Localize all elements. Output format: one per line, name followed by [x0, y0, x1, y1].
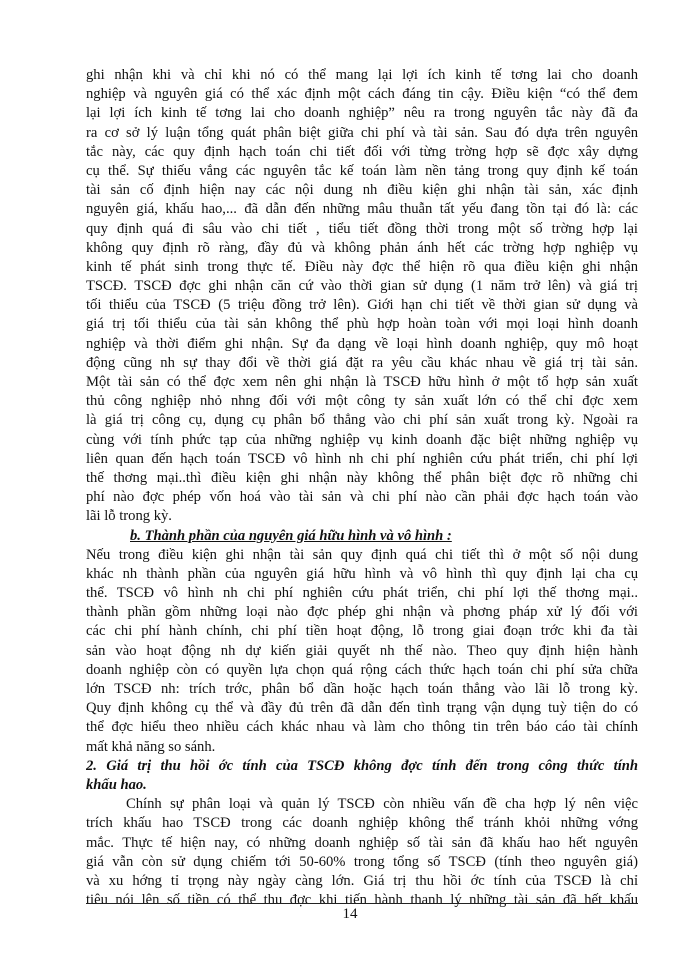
paragraph-depreciation-recognition	[86, 66, 638, 527]
text-line: nguyên giá, khấu hao,... đã dẫn đến những mâu thuẫn tất yếu đang tồn tại đó là: các	[86, 201, 638, 218]
text-line: giá trị tối thiểu của tài sản không thể phù hợp hoàn toàn với mọi loại hình doanh	[86, 316, 638, 333]
text-line: khấu hao.	[86, 776, 147, 793]
text-line: mắc. Thực tế hiện nay, có những doanh nghiệp số tài sản đã khấu hao hết nguyên	[86, 834, 638, 851]
text-line: là giá trị công cụ, dụng cụ phân bổ thẳng vào chi phí sản xuất trong kỳ. Ngoài ra	[86, 412, 638, 429]
text-line: không quy định rõ ràng, đầy đủ và không phản ánh hết các trờng hợp nghiệp vụ	[86, 239, 638, 256]
text-line: thủ công nghiệp nhỏ nhng đối với một công ty sản xuất lớn có thể chỉ đợc xem	[86, 393, 638, 410]
footer-rule	[86, 903, 638, 904]
text-line: ghi nhận khi và chỉ khi nó có thể mang lại lợi ích kinh tế tơng lai cho doanh	[86, 67, 638, 83]
text-line: khác nh thành phần của nguyên giá hữu hình và vô hình thì quy định lại cha cụ	[86, 565, 638, 582]
text-line: phí nào đợc phép vốn hoá vào tài sản và chi phí nào cần phải đợc hạch toán vào	[86, 489, 638, 506]
text-line: thể đợc hiểu theo nhiều cách khác nhau và làm cho thông tin trên báo cáo tài chính	[86, 719, 638, 736]
heading-b-historical-cost-components: b. Thành phần của nguyên giá hữu hình và vô hình :	[130, 527, 452, 544]
text-line: nghiệp và thời điểm ghi nhận. Sự đa dạng về loại hình doanh nghiệp, quy mô hoạt	[86, 335, 638, 352]
text-line: lại lợi ích kinh tế tơng lai cho doanh nghiệp” nêu ra trong nguyên tắc này đã đa	[86, 105, 638, 122]
paragraph-residual-value	[86, 795, 638, 910]
text-line: 2. Giá trị thu hồi ớc tính của TSCĐ không đợc tính đến trong công thức tính	[86, 757, 638, 774]
text-line: kinh tế phát sinh trong thực tế. Điều này đợc thể hiện rõ qua điều kiện ghi nhận	[86, 258, 638, 275]
text-line: doanh nghiệp còn có quyền lựa chọn quá rộng cách thức hạch toán chi phí sửa chữa	[86, 661, 638, 678]
text-line: mất khả năng so sánh.	[86, 738, 216, 755]
text-line: tắc này, các quy định hạch toán chi tiết đối với từng trờng hợp sẽ đợc xây dựng	[86, 143, 638, 160]
text-line: TSCĐ. TSCĐ đợc ghi nhận căn cứ vào thời gian sử dụng (1 năm trở lên) và giá trị	[86, 278, 638, 295]
text-line: ra cơ sở lý luận tổng quát phân biệt giữa chi phí và tài sản. Sau đó dựa trên nguyên	[86, 124, 638, 141]
text-line: động cũng nh sự thay đổi về thời giá đặt ra yêu cầu khác nhau về giá trị tài sản.	[86, 354, 638, 371]
paragraph-cost-components	[86, 546, 638, 757]
text-line: giá vẫn còn sử dụng chiếm tới 50-60% trong tổng số TSCĐ (tính theo nguyên giá)	[86, 853, 638, 870]
heading-2-residual-value	[86, 757, 638, 795]
text-line: tiêu nói lên số tiền có thể thu đợc khi tiến hành thanh lý những tài sản đã hết khấu	[86, 892, 638, 909]
text-line: cụ thể. Sự thiếu vắng các nguyên tắc kế toán làm nền tảng trong quy định kế toán	[86, 162, 638, 179]
text-line: thành phần gồm những loại nào đợc phép ghi nhận và phơng pháp xử lý đối với	[86, 604, 638, 621]
text-line: Quy định không cụ thể và đầy đủ trên đã dẫn đến tình trạng vận dụng tuỳ tiện do có	[86, 700, 638, 717]
text-line: liên quan đến hạch toán TSCĐ vô hình nh chi phí nghiên cứu phát triển, chi phí lợi	[86, 450, 638, 467]
text-line: tài sản cố định hiện nay các nội dung nh điều kiện ghi nhận tài sản, xác định	[86, 182, 638, 199]
text-line: tối thiểu của TSCĐ (5 triệu đồng trở lên). Giới hạn chi tiết về thời gian sử dụng và	[86, 297, 638, 314]
text-line: Chính sự phân loại và quản lý TSCĐ còn nhiều vấn đề cha hợp lý nên việc	[126, 796, 638, 813]
text-line: trích khấu hao TSCĐ trong các doanh nghiệp không thể tránh khỏi những vớng	[86, 815, 638, 832]
text-line: nghiệp và nguyên giá có thể xác định một cách đáng tin cậy. Điều kiện “có thể đem	[86, 86, 638, 103]
text-line: thế thơng mại..thì điều kiện ghi nhận này không thể phân biệt đợc rõ những chi	[86, 469, 638, 486]
text-line: sản vào hoạt động nh dự kiến giải quyết nh thế nào. Theo quy định hiện hành	[86, 642, 638, 659]
text-line: cùng với tính phức tạp của những nghiệp vụ kinh doanh đặc biệt những nghiệp vụ	[86, 431, 638, 448]
text-line: Một tài sản có thể đợc xem nên ghi nhận là TSCĐ hữu hình ở một tổ hợp sản xuất	[86, 374, 638, 390]
document-page	[86, 66, 638, 910]
text-line: quy định quá đi sâu vào chi tiết , tiểu tiết đồng thời trong một số trờng hợp lại	[86, 220, 638, 237]
text-line: lớn TSCĐ nh: trích trớc, phân bổ dần hoặc hạch toán thẳng vào lãi lỗ trong kỳ.	[86, 681, 638, 697]
text-line: lãi lỗ trong kỳ.	[86, 508, 172, 525]
text-line: Nếu trong điều kiện ghi nhận tài sản quy định quá chi tiết thì ở một số nội dung	[86, 546, 638, 563]
text-line: thể. TSCĐ vô hình nh chi phí nghiên cứu phát triển, chi phí lợi thế thơng mại..	[86, 585, 638, 602]
page-number: 14	[342, 906, 358, 922]
text-line: và xu hớng tỉ trọng này ngày càng lớn. Giá trị thu hồi ớc tính của TSCĐ là chỉ	[86, 872, 638, 889]
text-line: các chi phí hành chính, chi phí tiền hoạt động, lỗ trong giai đoạn trớc khi đa tài	[86, 623, 638, 640]
